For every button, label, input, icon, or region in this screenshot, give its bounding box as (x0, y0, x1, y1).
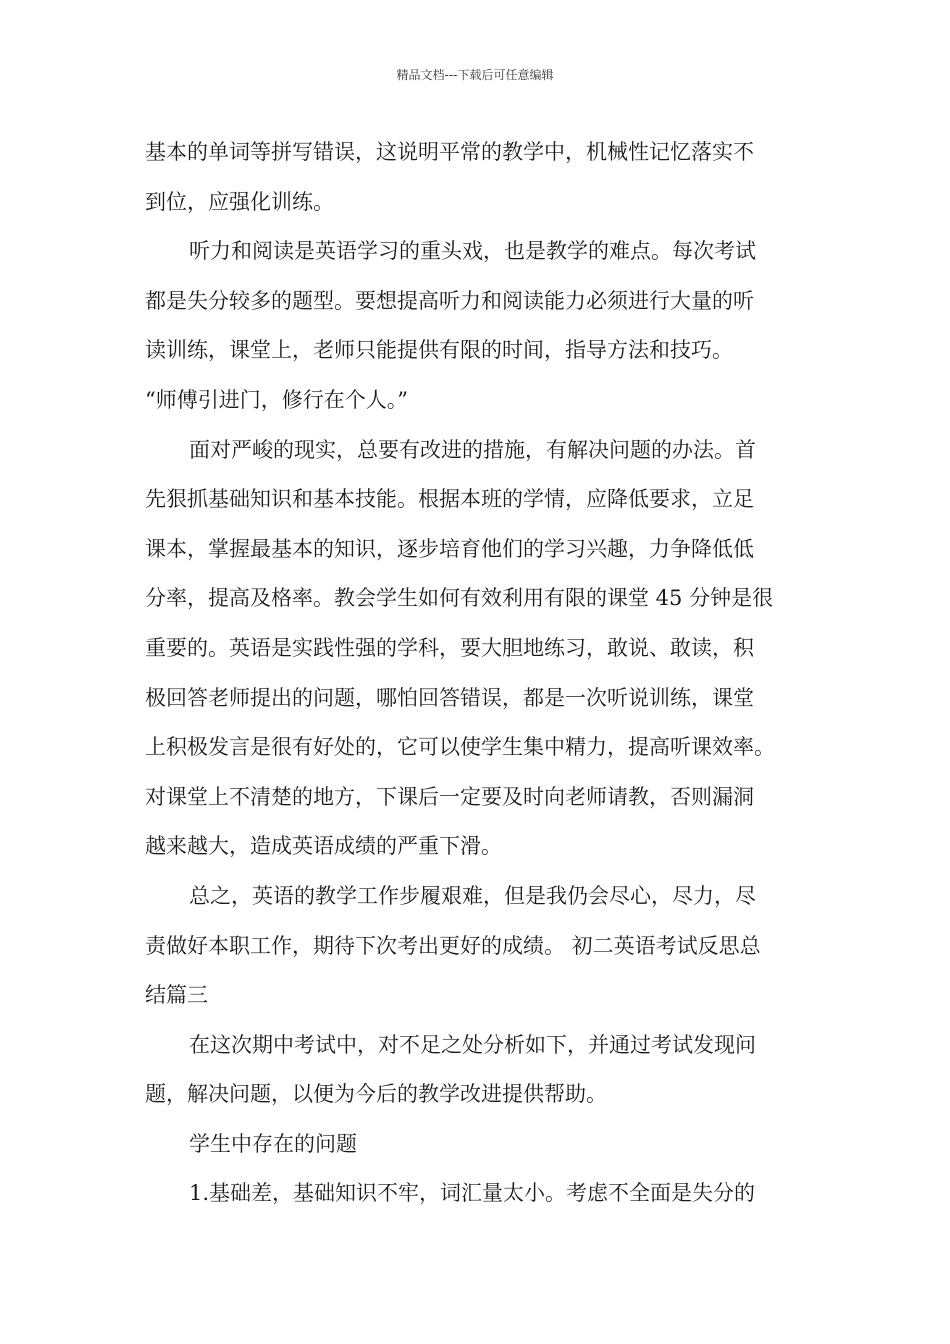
text-line: 上积极发言是很有好处的，它可以使学生集中精力，提高听课效率。 (145, 735, 775, 760)
text-line: 对课堂上不清楚的地方，下课后一定要及时向老师请教，否则漏洞 (145, 784, 754, 809)
text-line: “师傅引进门，修行在个人。” (145, 387, 408, 412)
text-line: 面对严峻的现实，总要有改进的措施，有解决问题的办法。首 (189, 437, 756, 462)
text-line: 结篇三 (145, 983, 208, 1008)
page-header: 精品文档---下载后可任意编辑 (396, 68, 554, 82)
text-line: 1.基础差，基础知识不牢，词汇量太小。考虑不全面是失分的 (189, 1181, 756, 1206)
text-line: 责做好本职工作，期待下次考出更好的成绩。 初二英语考试反思总 (145, 933, 761, 958)
text-line: 题，解决问题，以便为今后的教学改进提供帮助。 (145, 1082, 607, 1107)
text-line: 到位，应强化训练。 (145, 189, 334, 214)
text-line: 极回答老师提出的问题，哪怕回答错误，都是一次听说训练，课堂 (145, 685, 754, 710)
text-line: 重要的。英语是实践性强的学科，要大胆地练习，敢说、敢读，积 (145, 635, 754, 660)
text-line: 读训练，课堂上，老师只能提供有限的时间，指导方法和技巧。 (145, 338, 733, 363)
text-line: 越来越大，造成英语成绩的严重下滑。 (145, 834, 502, 859)
text-line: 总之，英语的教学工作步履艰难，但是我仍会尽心，尽力，尽 (189, 883, 756, 908)
text-line: 在这次期中考试中，对不足之处分析如下，并通过考试发现问 (189, 1032, 756, 1057)
text-line: 都是失分较多的题型。要想提高听力和阅读能力必须进行大量的听 (145, 288, 754, 313)
document-body (145, 128, 810, 1219)
text-line: 学生中存在的问题 (189, 1131, 357, 1156)
text-line: 基本的单词等拼写错误，这说明平常的教学中，机械性记忆落实不 (145, 140, 754, 164)
text-line: 先狠抓基础知识和基本技能。根据本班的学情，应降低要求，立足 (145, 487, 754, 512)
text-line: 课本，掌握最基本的知识，逐步培育他们的学习兴趣，力争降低低 (145, 536, 754, 561)
text-line: 分率，提高及格率。教会学生如何有效利用有限的课堂 45 分钟是很 (145, 586, 774, 611)
text-line: 听力和阅读是英语学习的重头戏，也是教学的难点。每次考试 (189, 239, 756, 264)
